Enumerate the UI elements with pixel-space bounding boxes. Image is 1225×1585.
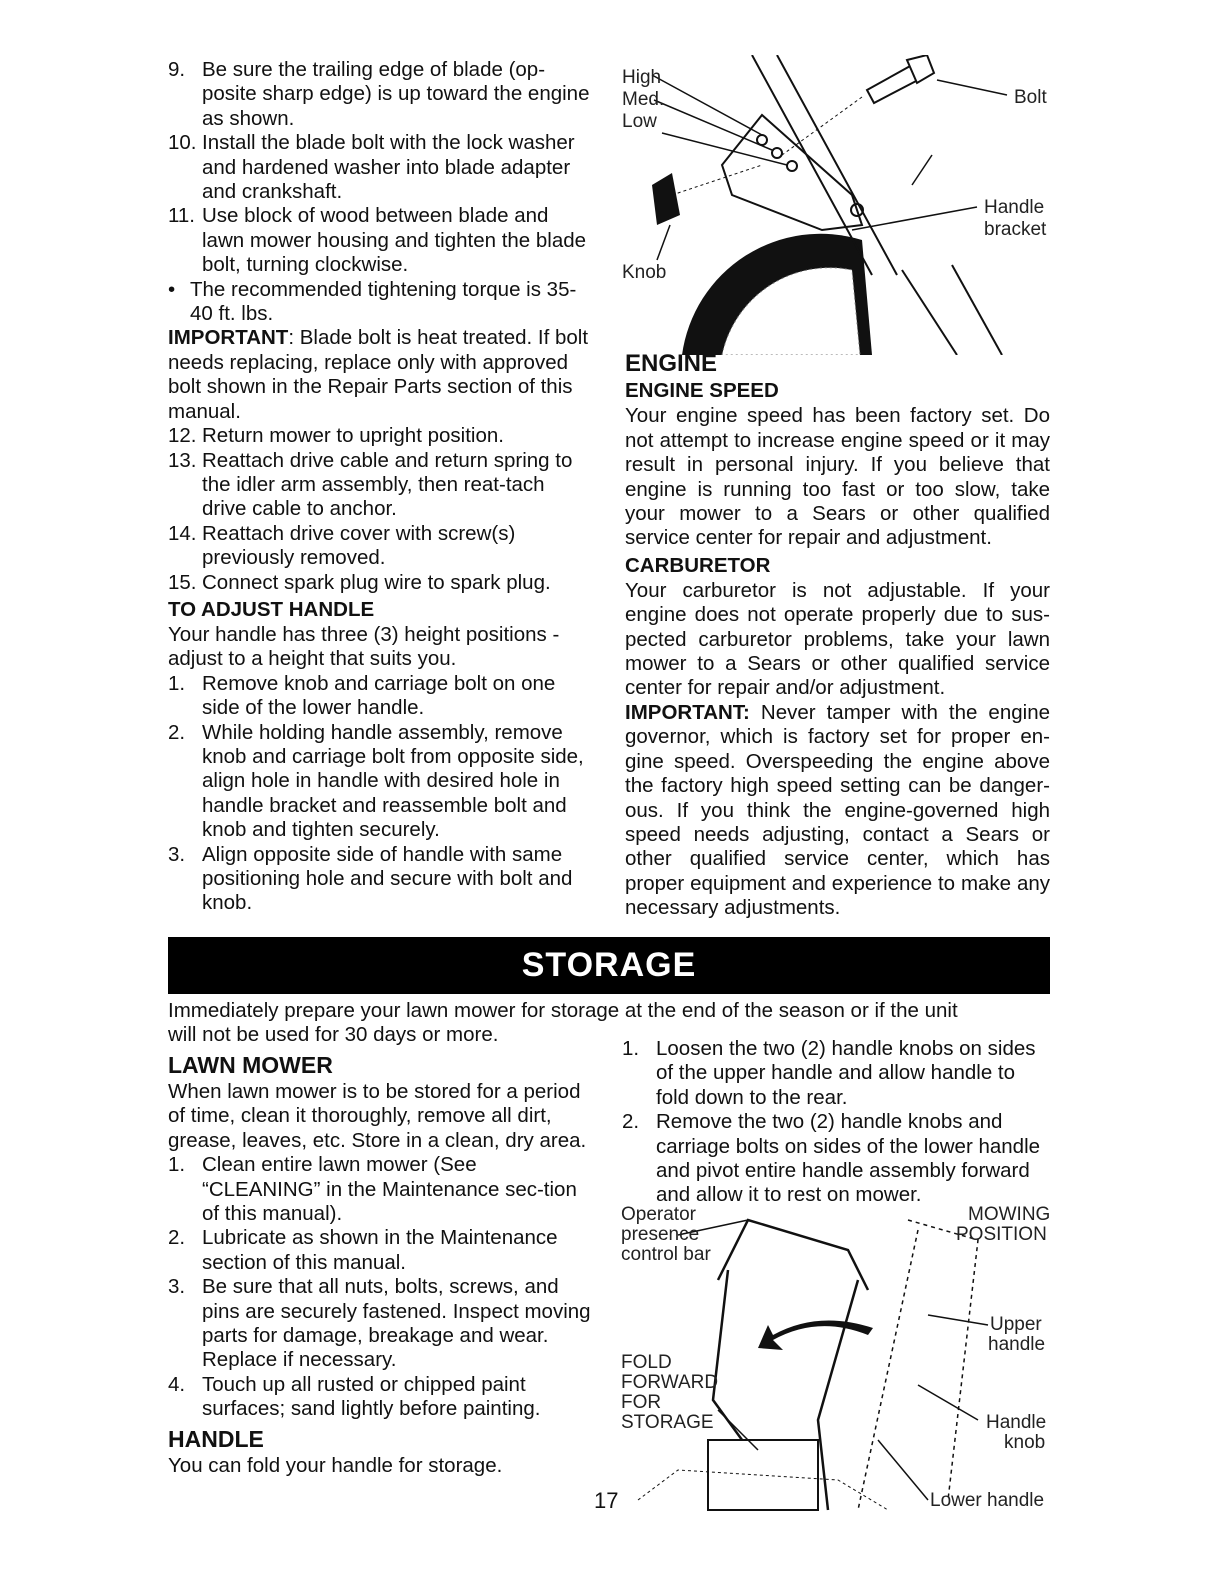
storage-intro-line2: will not be used for 30 days or more. (168, 1023, 499, 1047)
blade-important (168, 326, 593, 424)
list-item-number: 9. (168, 58, 186, 81)
left-column-top (168, 58, 593, 916)
adjust-handle-intro: Your handle has three (3) height positions - adjust to a height that suits you. (168, 622, 560, 671)
governor-important-label: IMPORTANT: (625, 700, 750, 724)
label-handle: Handle (984, 197, 1045, 218)
adjust-handle-steps (168, 672, 593, 916)
governor-important (625, 701, 1050, 921)
label-control-bar: control bar (621, 1244, 711, 1265)
list-item-text: Connect spark plug wire to spark plug. (202, 570, 551, 594)
list-item-number: 2. (168, 1226, 186, 1250)
label-for: FOR (621, 1392, 662, 1413)
engine-speed-heading: ENGINE SPEED (625, 379, 779, 403)
list-item-number: 10. (168, 131, 197, 155)
list-item (168, 571, 593, 595)
list-item-number: 11. (168, 204, 195, 228)
label-presence: presence (621, 1224, 700, 1245)
handle-bracket-diagram (612, 55, 1057, 355)
storage-banner: STORAGE (168, 937, 1050, 994)
list-item-text: Be sure that all nuts, bolts, screws, and pins are securely fastened. Inspect moving parts for damage, breakage and wear. Replace if necessary. (202, 1275, 591, 1372)
carburetor-text: Your carburetor is not adjustable. If your engine does not operate properly due to sus-pected carburetor problems, take your lawn mower to a Sears or other qualified service center for repair and/or adjustment. (625, 578, 1050, 700)
list-item (168, 1373, 593, 1422)
torque-bullet: • The recommended tightening torque is 35-40 ft. lbs. (168, 278, 593, 327)
handle-text: You can fold your handle for storage. (168, 1453, 503, 1477)
torque-text: The recommended tightening torque is 35-40 ft. lbs. (190, 277, 577, 326)
fold-steps (622, 1037, 1052, 1208)
list-item (168, 1226, 593, 1275)
handle-heading: HANDLE (168, 1425, 264, 1452)
label-low: Low (622, 111, 657, 132)
reassembly-steps (168, 424, 593, 595)
engine-shape (708, 1440, 818, 1510)
list-item (168, 204, 593, 277)
important-label: IMPORTANT (168, 326, 289, 350)
list-item-text: While holding handle assembly, remove knob and carriage bolt from opposite side, align hole in handle with desired hole in handle bracket and reassemble bolt and knob and tighten securely. (202, 720, 584, 842)
list-item-number: 4. (168, 1372, 186, 1396)
list-item (622, 1110, 1052, 1208)
label-knob: knob (1004, 1432, 1046, 1453)
label-forward: FORWARD (621, 1372, 719, 1393)
list-item (168, 672, 593, 721)
label-mowing: MOWING (968, 1204, 1051, 1225)
list-item-text: Reattach drive cover with screw(s) previously removed. (202, 521, 516, 570)
list-item-text: Loosen the two (2) handle knobs on sides of the upper handle and allow handle to fold down to the rear. (656, 1037, 1036, 1109)
list-item-number: 1. (168, 671, 186, 695)
label-upper-handle: handle (988, 1334, 1046, 1355)
list-item-text: Clean entire lawn mower (See “CLEANING” in the Maintenance sec-tion of this manual). (202, 1153, 577, 1226)
list-item-text: Lubricate as shown in the Maintenance section of this manual. (202, 1226, 558, 1274)
list-item-text: Touch up all rusted or chipped paint surfaces; sand lightly before painting. (202, 1372, 541, 1421)
list-item (168, 1275, 593, 1373)
page-number: 17 (594, 1488, 619, 1513)
label-knob: Knob (622, 262, 667, 283)
label-operator: Operator (621, 1204, 696, 1225)
list-item (168, 721, 593, 843)
engine-speed-text: Your engine speed has been factory set. Do not attempt to increase engine speed or it may result in personal injury. If you believe that engine is running too fast or too slow, take your mower to a Sears or other qualified service center for repair and adjustment. (625, 404, 1050, 550)
list-item-number: 1. (622, 1037, 640, 1060)
list-item-text: Use block of wood between blade and lawn mower housing and tighten the blade bolt, turning clockwise. (202, 204, 587, 277)
fold-steps-column (622, 1037, 1052, 1208)
engine-heading: ENGINE (625, 350, 718, 377)
label-storage: STORAGE (621, 1412, 714, 1433)
adjust-handle-heading: TO ADJUST HANDLE (168, 597, 375, 621)
lawn-mower-steps (168, 1153, 593, 1421)
list-item (168, 424, 593, 448)
label-med: Med. (622, 89, 665, 110)
fold-arrow (758, 1320, 873, 1350)
list-item (168, 131, 593, 204)
list-item (168, 1153, 593, 1226)
list-item (168, 843, 593, 916)
label-bracket: bracket (984, 219, 1047, 240)
list-item (168, 449, 593, 522)
list-item-number: 1. (168, 1153, 186, 1177)
label-high: High (622, 67, 662, 88)
right-column-top (625, 352, 1050, 921)
list-item-number: 13. (168, 448, 197, 472)
list-item (622, 1037, 1052, 1110)
list-item-text: Remove the two (2) handle knobs and carriage bolts on sides of the lower handle and pivot entire handle assembly forward and allow it to rest on mower. (656, 1110, 1041, 1207)
list-item-number: 14. (168, 521, 197, 545)
operator-bar-shape (718, 1220, 868, 1290)
label-position: POSITION (956, 1224, 1047, 1245)
list-item-text: Install the blade bolt with the lock washer and hardened washer into blade adapter and crankshaft. (202, 131, 575, 204)
blade-steps (168, 58, 593, 278)
fold-handle-diagram (618, 1200, 1058, 1520)
list-item-number: 3. (168, 1275, 186, 1299)
left-column-bottom (168, 1048, 593, 1478)
label-bolt: Bolt (1014, 87, 1047, 108)
list-item-text: Align opposite side of handle with same positioning hole and secure with bolt and knob. (202, 842, 573, 915)
label-upper: Upper (990, 1314, 1042, 1335)
label-fold: FOLD (621, 1352, 672, 1373)
list-item-number: 2. (622, 1110, 640, 1134)
lawn-mower-heading: LAWN MOWER (168, 1052, 333, 1078)
list-item-text: Be sure the trailing edge of blade (op-posite sharp edge) is up toward the engine as shown. (202, 58, 590, 130)
list-item (168, 58, 593, 131)
storage-intro-line1: Immediately prepare your lawn mower for storage at the end of the season or if the unit (168, 999, 958, 1022)
mowing-position-handle (908, 1220, 978, 1500)
list-item (168, 522, 593, 571)
list-item-number: 12. (168, 424, 197, 448)
label-lower-handle: Lower handle (930, 1490, 1045, 1511)
knob-shape (652, 173, 680, 225)
list-item-number: 2. (168, 720, 186, 744)
list-item-text: Return mower to upright position. (202, 424, 504, 448)
list-item-text: Remove knob and carriage bolt on one side of the lower handle. (202, 671, 556, 720)
lawn-mower-text: When lawn mower is to be stored for a period of time, clean it thoroughly, remove all dirt, grease, leaves, etc. Store in a clean, dry area. (168, 1080, 587, 1152)
important-text: : Blade bolt is heat treated. If bolt needs replacing, replace only with approved bolt shown in the Repair Parts section of this manual. (168, 326, 589, 423)
carburetor-heading: CARBURETOR (625, 553, 771, 577)
governor-important-text: Never tamper with the engine governor, which is factory set for proper en-gine speed. Overspeeding the engine above the factory high speed setting can be danger-ous. If you think the engine-governed high speed needs adjusting, contact a Sears or other qualified service center, which has proper equipment and experience to make any necessary adjustments. (625, 700, 1050, 920)
list-item-text: Reattach drive cable and return spring to the idler arm assembly, then reat-tach drive cable to anchor. (202, 448, 573, 521)
list-item-number: 15. (168, 570, 197, 594)
label-handle: Handle (986, 1412, 1047, 1433)
list-item-number: 3. (168, 842, 186, 866)
